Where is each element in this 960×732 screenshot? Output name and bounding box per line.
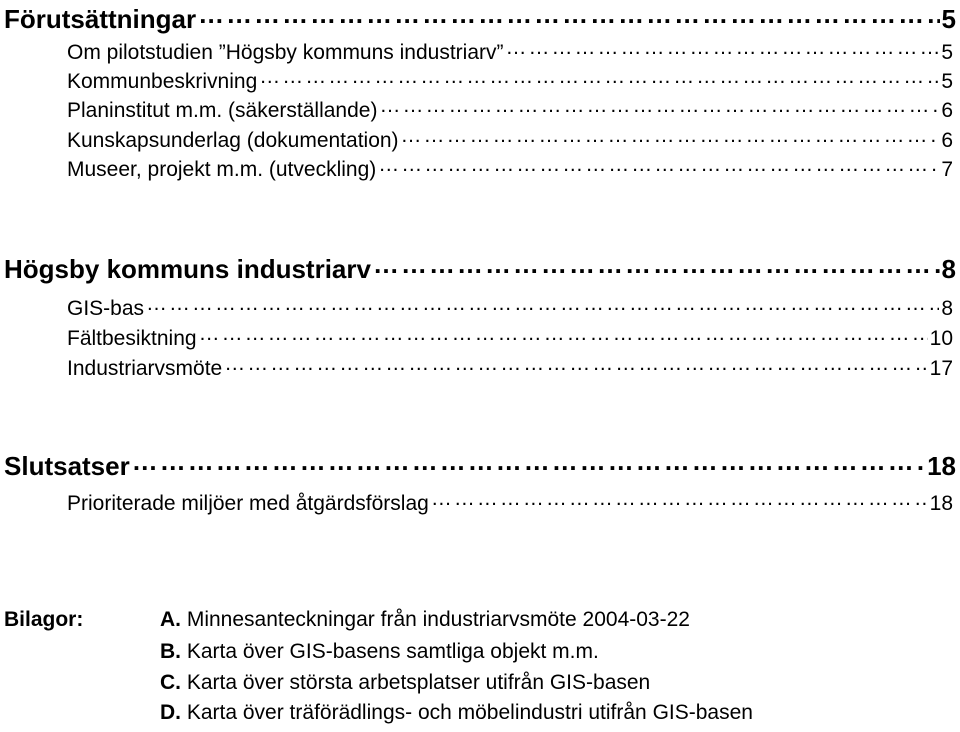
dot-leader (378, 155, 939, 176)
toc-entry-label: Museer, projekt m.m. (utveckling) (67, 158, 377, 181)
dot-leader (224, 354, 927, 375)
toc-page-number: 8 (941, 254, 956, 284)
toc-page-number: 18 (927, 451, 956, 481)
toc-entry-label: Industriarvsmöte (67, 357, 223, 380)
toc-entry-planinstitut[interactable] (67, 96, 953, 124)
toc-heading-label: Slutsatser (4, 451, 130, 481)
appendix-text: Karta över största arbetsplatser utifrån GIS-basen (186, 671, 651, 694)
toc-page-number: 6 (941, 129, 953, 152)
dot-leader (259, 67, 939, 88)
toc-heading-industriarv[interactable] (4, 252, 956, 286)
toc-page-number: 10 (929, 327, 953, 350)
toc-page-number: 5 (941, 41, 953, 64)
appendix-item-b (160, 640, 599, 664)
toc-heading-forutsattningar[interactable] (4, 2, 956, 36)
dot-leader (146, 294, 939, 315)
appendix-letter: D. (160, 701, 181, 724)
appendices-label: Bilagor: (4, 608, 84, 631)
toc-entry-label: Fältbesiktning (67, 327, 197, 350)
toc-page-number: 5 (941, 70, 953, 93)
toc-page-number: 8 (941, 297, 953, 320)
dot-leader (198, 2, 939, 28)
dot-leader (401, 126, 940, 147)
toc-entry-om-pilotstudien[interactable] (67, 38, 953, 66)
toc-entry-kunskapsunderlag[interactable] (67, 126, 953, 154)
appendix-letter: B. (160, 640, 181, 663)
appendix-letter: C. (160, 671, 181, 694)
dot-leader (379, 96, 939, 117)
toc-entry-museer[interactable] (67, 155, 953, 183)
toc-heading-label: Förutsättningar (4, 4, 197, 34)
toc-entry-label: Planinstitut m.m. (säkerställande) (67, 99, 378, 122)
appendix-letter: A. (160, 608, 181, 631)
appendix-item-a (160, 608, 690, 632)
dot-leader (199, 324, 928, 345)
toc-entry-label: Om pilotstudien ”Högsby kommuns industriarv” (67, 41, 504, 64)
toc-page-number: 17 (929, 357, 953, 380)
appendix-text: Karta över GIS-basens samtliga objekt m.m. (186, 640, 599, 663)
toc-heading-slutsatser[interactable] (4, 449, 956, 483)
appendix-text: Minnesanteckningar från industriarvsmöte 2004-03-22 (186, 608, 690, 631)
toc-entry-industriarvsmote[interactable] (67, 354, 953, 382)
toc-entry-faltbesiktning[interactable] (67, 324, 953, 352)
toc-page-number: 7 (941, 158, 953, 181)
toc-entry-label: Kommunbeskrivning (67, 70, 258, 93)
dot-leader (373, 252, 940, 278)
toc-heading-label: Högsby kommuns industriarv (4, 254, 371, 284)
dot-leader (431, 489, 928, 510)
dot-leader (132, 449, 925, 475)
toc-entry-prioriterade-miljoer[interactable] (67, 489, 953, 517)
appendix-item-c (160, 671, 650, 695)
toc-page-number: 18 (929, 492, 953, 515)
toc-entry-kommunbeskrivning[interactable] (67, 67, 953, 95)
dot-leader (506, 38, 940, 59)
appendix-item-d (160, 701, 753, 725)
toc-page-number: 6 (941, 99, 953, 122)
toc-entry-gis-bas[interactable] (67, 294, 953, 322)
toc-page-number: 5 (941, 4, 956, 34)
appendix-text: Karta över träförädlings- och möbelindustri utifrån GIS-basen (186, 701, 753, 724)
toc-entry-label: GIS-bas (67, 297, 145, 320)
toc-entry-label: Prioriterade miljöer med åtgärdsförslag (67, 492, 429, 515)
toc-entry-label: Kunskapsunderlag (dokumentation) (67, 129, 399, 152)
